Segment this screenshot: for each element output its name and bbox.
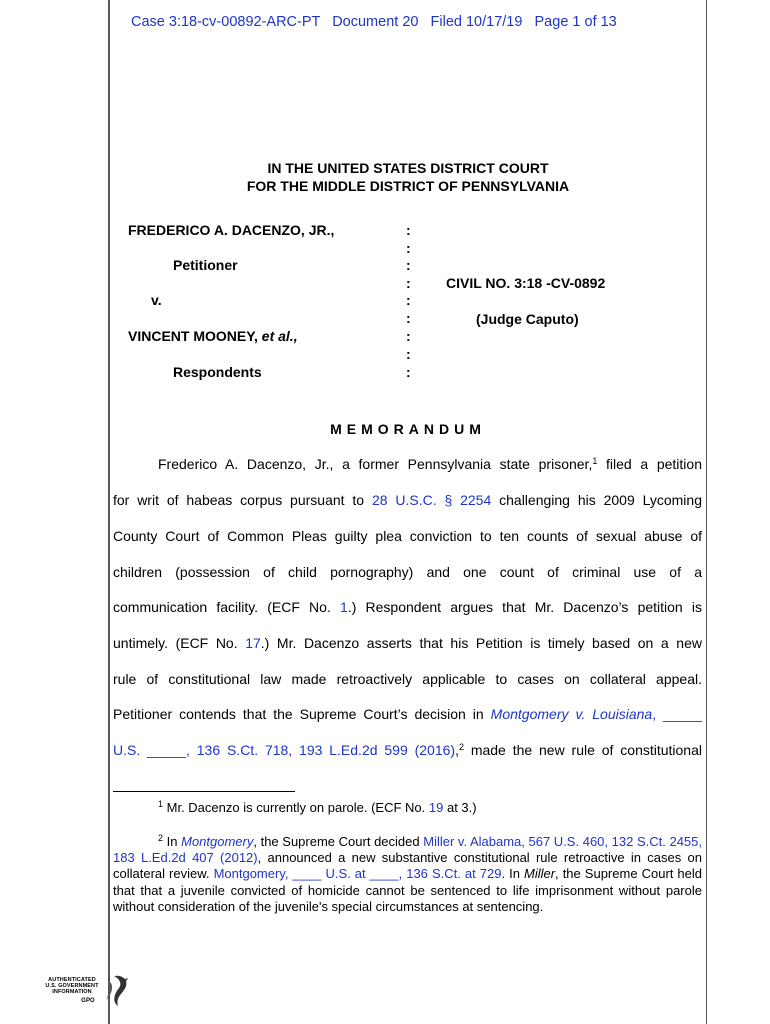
body-text: challenging his 2009 Lycoming	[491, 492, 702, 508]
body-text: filed a petition	[597, 456, 702, 472]
body-text: rule of constitutional law made retroactively applicable to cases on collateral appeal.	[113, 671, 702, 687]
gpo-label-line1: AUTHENTICATED	[48, 977, 96, 983]
footnote-number: 2	[158, 833, 164, 843]
respondent-name	[128, 328, 298, 344]
body-text: communication facility. (ECF No.	[113, 599, 341, 615]
body-line-8	[113, 706, 702, 722]
court-name-line2: FOR THE MIDDLE DISTRICT OF PENNSYLVANIA	[246, 178, 570, 194]
montgomery-citation-link[interactable]: U.S. _____, 136 S.Ct. 718, 193 L.Ed.2d 599 (2016)	[113, 742, 456, 758]
footnote-ref-1[interactable]: 1	[592, 456, 598, 466]
gpo-label-line4: GPO	[81, 998, 95, 1004]
montgomery-case-link[interactable]: Montgomery	[181, 834, 254, 849]
body-text: Petitioner contends that the Supreme Court’s decision in	[113, 706, 491, 722]
miller-case-name: Miller	[523, 866, 556, 882]
body-text: County Court of Common Pleas guilty plea conviction to ten counts of sexual abuse of	[113, 528, 702, 544]
petitioner-role: Petitioner	[173, 257, 238, 273]
caption-colon: :	[406, 292, 411, 308]
caption-colon: :	[406, 328, 411, 344]
caption-colon: :	[406, 346, 411, 362]
caption-colon: :	[406, 310, 411, 326]
caption-colon: :	[406, 257, 411, 273]
caption-colon: :	[406, 222, 411, 238]
body-line-2	[113, 492, 702, 508]
body-text: .) Respondent argues that Mr. Dacenzo’s petition is	[347, 599, 703, 615]
body-line-5	[113, 599, 702, 615]
body-text: ,	[455, 742, 459, 758]
body-line-9	[113, 742, 702, 758]
miller-case-link[interactable]: Miller v. Alabama, 567 U.S. 460, 132 S.Ct. 2455, 183 L.Ed.2d 407 (2012)	[113, 834, 702, 866]
footnote-2	[113, 834, 702, 915]
body-line-3	[113, 528, 702, 544]
body-text: for writ of habeas corpus pursuant to	[113, 492, 372, 508]
page-left-border	[108, 0, 110, 1024]
body-text: Frederico A. Dacenzo, Jr., a former Pennsylvania state prisoner,	[158, 456, 593, 472]
court-name-line1: IN THE UNITED STATES DISTRICT COURT	[267, 160, 549, 176]
footnote-text: , announced a new substantive constitutional rule retroactive in cases on collateral review.	[113, 850, 703, 882]
respondent-et-al: et al.,	[261, 328, 298, 344]
montgomery-pin-cite-link[interactable]: Montgomery, ____ U.S. at ____, 136 S.Ct. at 729	[213, 866, 502, 882]
civil-number: CIVIL NO. 3:18 -CV-0892	[446, 275, 606, 291]
statute-link[interactable]: 28 U.S.C. § 2254	[371, 492, 492, 508]
caption-colon: :	[406, 275, 411, 291]
page-right-border	[706, 0, 707, 1024]
body-text: untimely. (ECF No.	[113, 635, 246, 651]
respondent-role: Respondents	[173, 364, 262, 380]
gpo-label-line2: U.S. GOVERNMENT	[45, 983, 99, 989]
footnote-text: , the Supreme Court decided	[253, 834, 424, 849]
footnote-number: 1	[158, 799, 164, 809]
body-text: made the new rule of constitutional	[463, 742, 702, 758]
footnote-text: , the Supreme Court held that that a juvenile convicted of homicide cannot be sentenced to life imprisonment without parole without consideration of the juvenile's special circumstances at sentencing.	[113, 866, 702, 914]
caption-colon: :	[406, 240, 411, 256]
versus: v.	[151, 292, 162, 308]
body-line-4	[113, 564, 702, 580]
body-line-1	[158, 456, 702, 472]
ecf-link-17[interactable]: 17	[245, 635, 261, 651]
footnote-ref-2[interactable]: 2	[458, 742, 464, 752]
memorandum-title: MEMORANDUM	[330, 421, 486, 437]
montgomery-citation-link[interactable]: , _____	[652, 706, 702, 722]
respondent-name-text: VINCENT MOONEY,	[128, 328, 262, 344]
footnote-text: In	[163, 834, 182, 849]
footnote-text: . In	[501, 866, 524, 882]
footnote-1	[158, 800, 702, 816]
petitioner-name: FREDERICO A. DACENZO, JR.,	[128, 222, 335, 238]
ecf-link-19[interactable]: 19	[428, 800, 444, 815]
body-text: .) Mr. Dacenzo asserts that his Petition is timely based on a new	[260, 635, 702, 651]
footnote-text: Mr. Dacenzo is currently on parole. (ECF No.	[163, 800, 429, 815]
footnote-text: at 3.)	[443, 800, 477, 815]
body-text: children (possession of child pornography) and one count of criminal use of a	[113, 564, 702, 580]
montgomery-case-link[interactable]: Montgomery v. Louisiana	[490, 706, 653, 722]
gpo-label-line3: INFORMATION	[52, 989, 92, 995]
body-line-7	[113, 671, 702, 687]
judge-name: (Judge Caputo)	[476, 311, 579, 327]
footnote-separator	[113, 791, 295, 792]
body-line-6	[113, 635, 702, 651]
ecf-header-stamp: Case 3:18-cv-00892-ARC-PT Document 20 Filed 10/17/19 Page 1 of 13	[131, 14, 617, 30]
ecf-link-1[interactable]: 1	[340, 599, 348, 615]
caption-colon: :	[406, 364, 411, 380]
